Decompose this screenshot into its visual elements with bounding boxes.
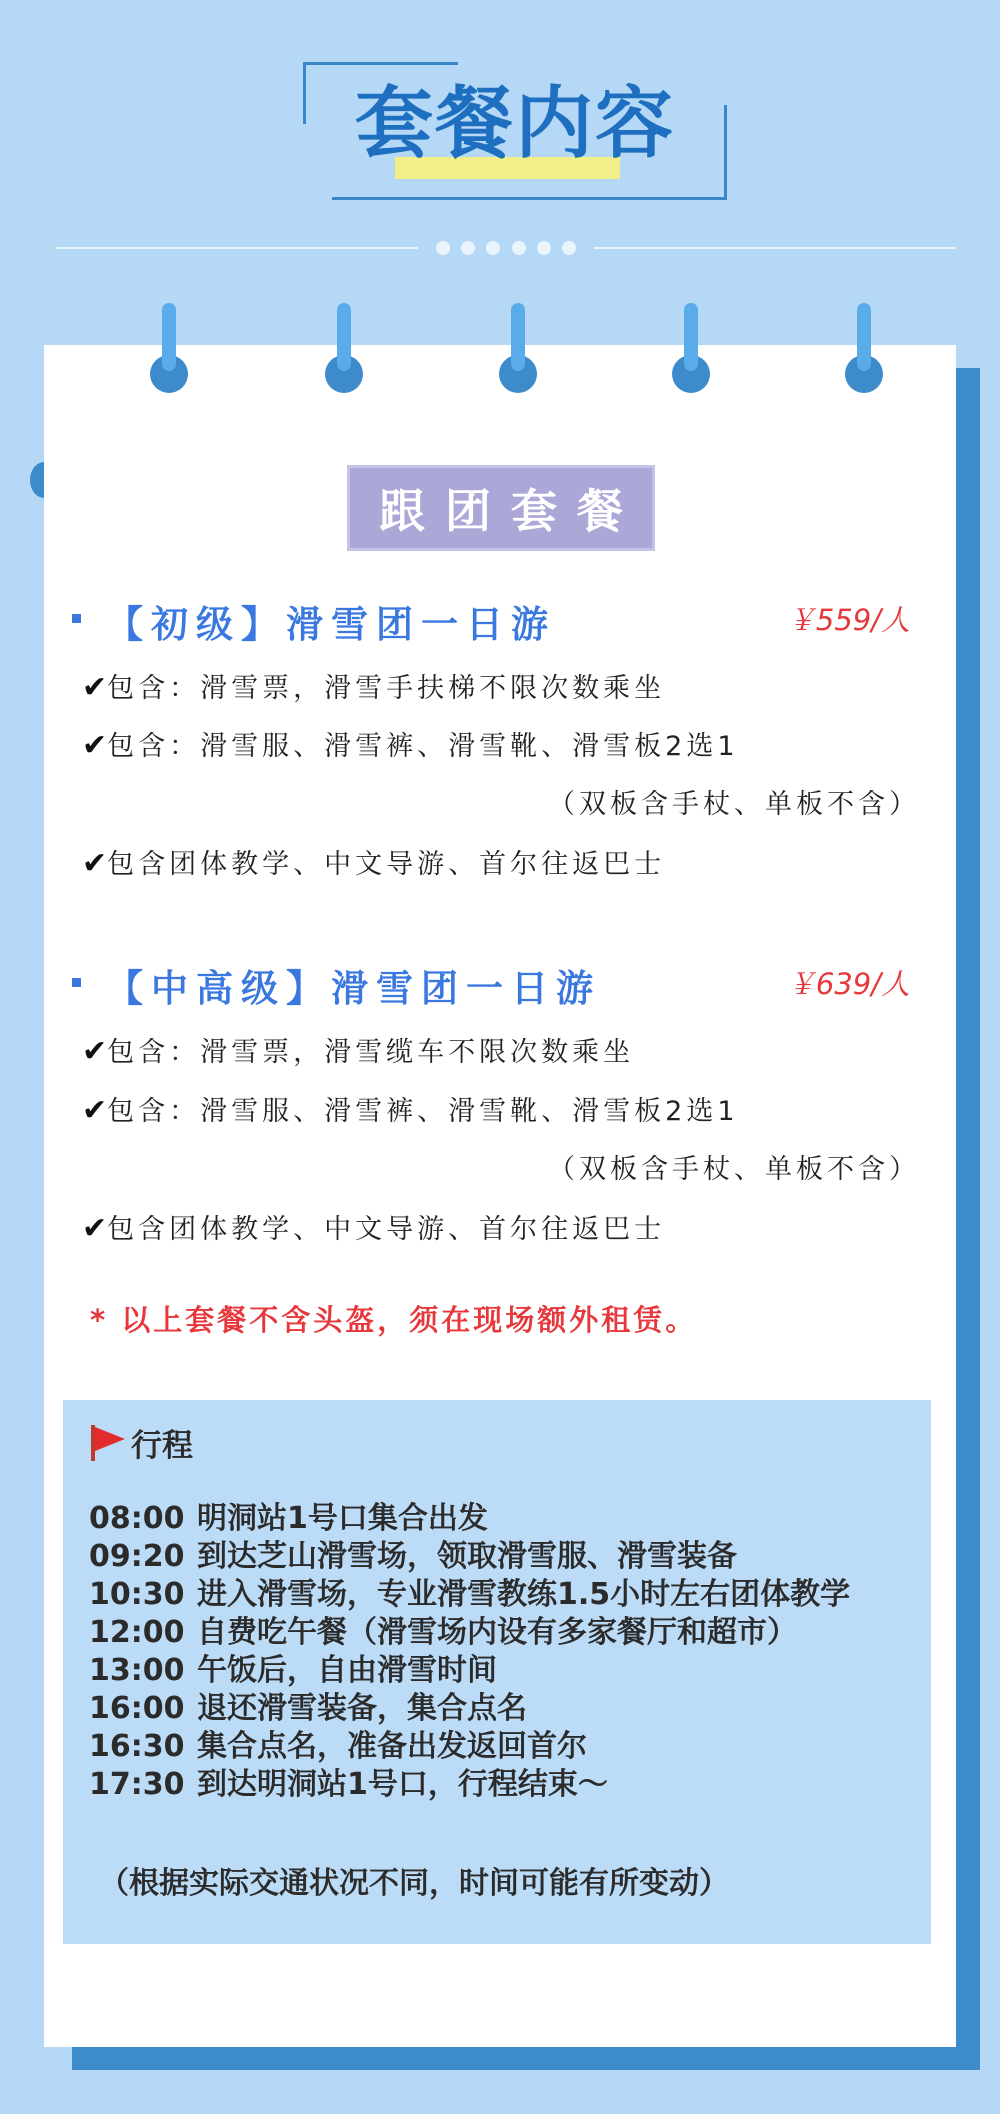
check-icon: ✔ [82, 1093, 108, 1128]
itinerary-schedule [89, 1500, 850, 1804]
package-note: （双板含手杖、单板不含） [548, 1154, 920, 1185]
package-name: 【中高级】滑雪团一日游 [106, 967, 601, 1010]
check-icon: ✔ [82, 728, 108, 763]
schedule-row: 10:30 进入滑雪场，专业滑雪教练1.5小时左右团体教学 [89, 1577, 851, 1612]
package-header [72, 958, 932, 1010]
package-header [72, 594, 932, 646]
schedule-row: 16:30 集合点名，准备出发返回首尔 [89, 1729, 587, 1764]
title-frame [303, 62, 727, 200]
check-icon: ✔ [82, 670, 108, 705]
divider-dots [436, 241, 576, 255]
binder-ring [150, 303, 188, 393]
schedule-row: 13:00 午饭后，自由滑雪时间 [89, 1653, 497, 1688]
helmet-warning: * 以上套餐不含头盔，须在现场额外租赁。 [90, 1303, 698, 1337]
itinerary-header [89, 1420, 193, 1465]
check-icon: ✔ [82, 1034, 108, 1069]
binder-ring [499, 303, 537, 393]
itinerary-title: 行程 [131, 1428, 193, 1464]
schedule-row: 09:20 到达芝山滑雪场，领取滑雪服、滑雪装备 [89, 1539, 737, 1574]
package-name: 【初级】滑雪团一日游 [106, 603, 556, 646]
bullet-icon [72, 978, 81, 987]
package-item: ✔包含：滑雪票，滑雪手扶梯不限次数乘坐 [82, 670, 666, 705]
package-note: （双板含手杖、单板不含） [548, 789, 920, 820]
divider-right [594, 247, 956, 249]
package-price: ￥639/人 [786, 967, 910, 1001]
check-icon: ✔ [82, 846, 108, 881]
schedule-row: 08:00 明洞站1号口集合出发 [89, 1501, 488, 1536]
bullet-icon [72, 614, 81, 623]
check-icon: ✔ [82, 1211, 108, 1246]
red-flag-icon [89, 1423, 127, 1463]
binder-ring [845, 303, 883, 393]
schedule-row: 17:30 到达明洞站1号口，行程结束～ [89, 1767, 608, 1802]
package-price: ￥559/人 [786, 603, 910, 637]
package-item: ✔包含团体教学、中文导游、首尔往返巴士 [82, 1211, 666, 1246]
itinerary-panel [63, 1400, 931, 1944]
package-item: ✔包含团体教学、中文导游、首尔往返巴士 [82, 846, 666, 881]
binder-ring [672, 303, 710, 393]
binder-ring [325, 303, 363, 393]
package-item: ✔包含：滑雪票，滑雪缆车不限次数乘坐 [82, 1034, 635, 1069]
badge-label: 跟团套餐 [379, 484, 643, 538]
divider-left [56, 247, 418, 249]
page-title: 套餐内容 [354, 79, 675, 169]
schedule-row: 16:00 退还滑雪装备，集合点名 [89, 1691, 527, 1726]
itinerary-note: （根据实际交通状况不同，时间可能有所变动） [99, 1866, 729, 1901]
group-package-badge [350, 468, 652, 548]
schedule-row: 12:00 自费吃午餐（滑雪场内设有多家餐厅和超市） [89, 1615, 797, 1650]
package-item: ✔包含：滑雪服、滑雪裤、滑雪靴、滑雪板2选1 [82, 1093, 739, 1128]
package-item: ✔包含：滑雪服、滑雪裤、滑雪靴、滑雪板2选1 [82, 728, 739, 763]
